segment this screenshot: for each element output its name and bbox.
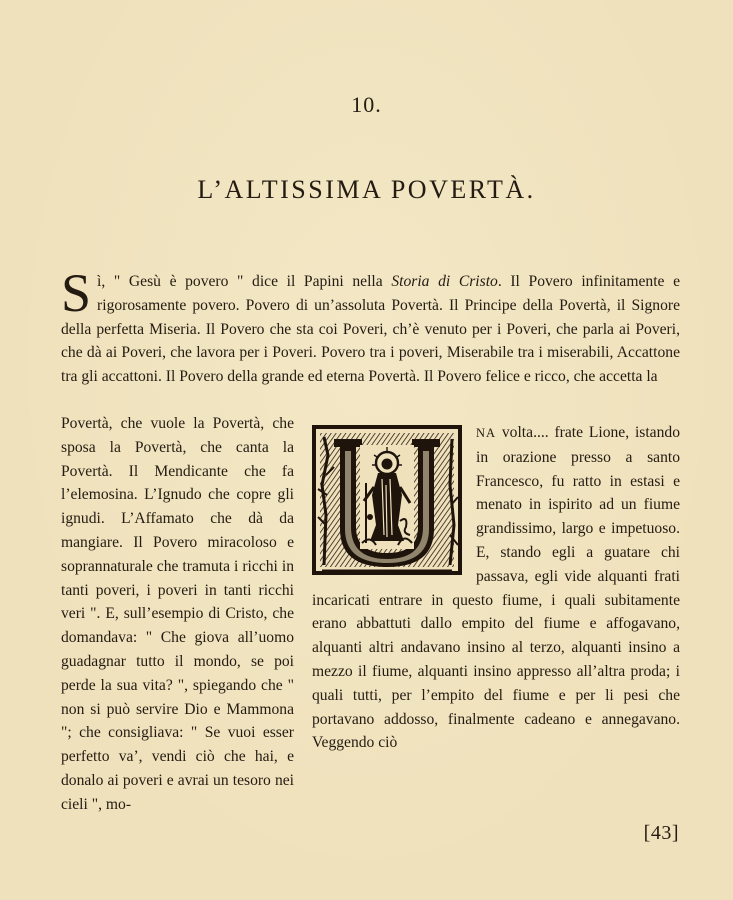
intro-text-start: ì, " Gesù è povero " dice il Papini nella [97,273,392,290]
book-title-italic: Storia di Cristo [391,273,498,290]
intro-text-rest: . Il Povero infinitamente e rigorosamente povero. Povero di un’assoluta Povertà. Il Principe della Povertà, il Signore della perfetta Miseria. Il Povero che sta coi Poveri, ch’è venuto per i Poveri, che parla ai Poveri, che dà ai Poveri, che lavora per i Poveri. Povero tra i poveri, Miserabile tra i miserabili, Accattone tra gli accattoni. Il Povero della grande ed eterna Povertà. Il Povero felice e ricco, che accetta la [61,273,681,386]
right-column-text: volta.... frate Lione, istando in orazione presso a santo Francesco, fu ratto in estasi e menato in ispirito ad un fiume grandissimo, largo e impetuoso. E, stando egli a guatare chi passava, egli vide alquanti frati incaricati entrare in questo fiume, i quali subitamente erano abbattuti dallo empito del fiume e affogavano, alquanti altri andavano insino al terzo, alquanti insino a mezzo il fiume, alquanti insino appresso all’altra proda; i quali tutti, per l’empito del fiume e per li pesi che portavano addosso, finalmente cadeano e annegavano. Veggendo ciò [312,424,680,752]
woodcut-initial-u-icon [312,425,462,575]
dropcap-s: S [61,263,92,323]
chapter-number: 10. [351,92,382,117]
opening-smallcaps: NA [476,426,497,440]
chapter-title: L’ALTISSIMA POVERTÀ. [197,175,536,205]
left-column-text: Povertà, che vuole la Povertà, che sposa la Povertà, che canta la Povertà. Il Mendicante che fa l’elemosina. L’Ignudo che copre gli ignudi. L’Affamato che dà da mangiare. Il Povero miracoloso e soprannaturale che tramuta i ricchi in tanti poveri, i poveri in tanti ricchi veri ". E, sull’esempio di Cristo, che domandava: " Che giova all’uomo guadagnar tutto il mondo, se poi perde la sua vita? ", spiegando che " non si può servire Dio e Mammona "; che consigliava: " Se vuoi esser perfetto va’, vendi ciò che hai, e donalo ai poveri e avrai un tesoro nei cieli ", mo- [61,415,294,813]
page-number: [43] [643,822,679,844]
intro-paragraph [61,263,681,389]
right-column [312,421,680,755]
